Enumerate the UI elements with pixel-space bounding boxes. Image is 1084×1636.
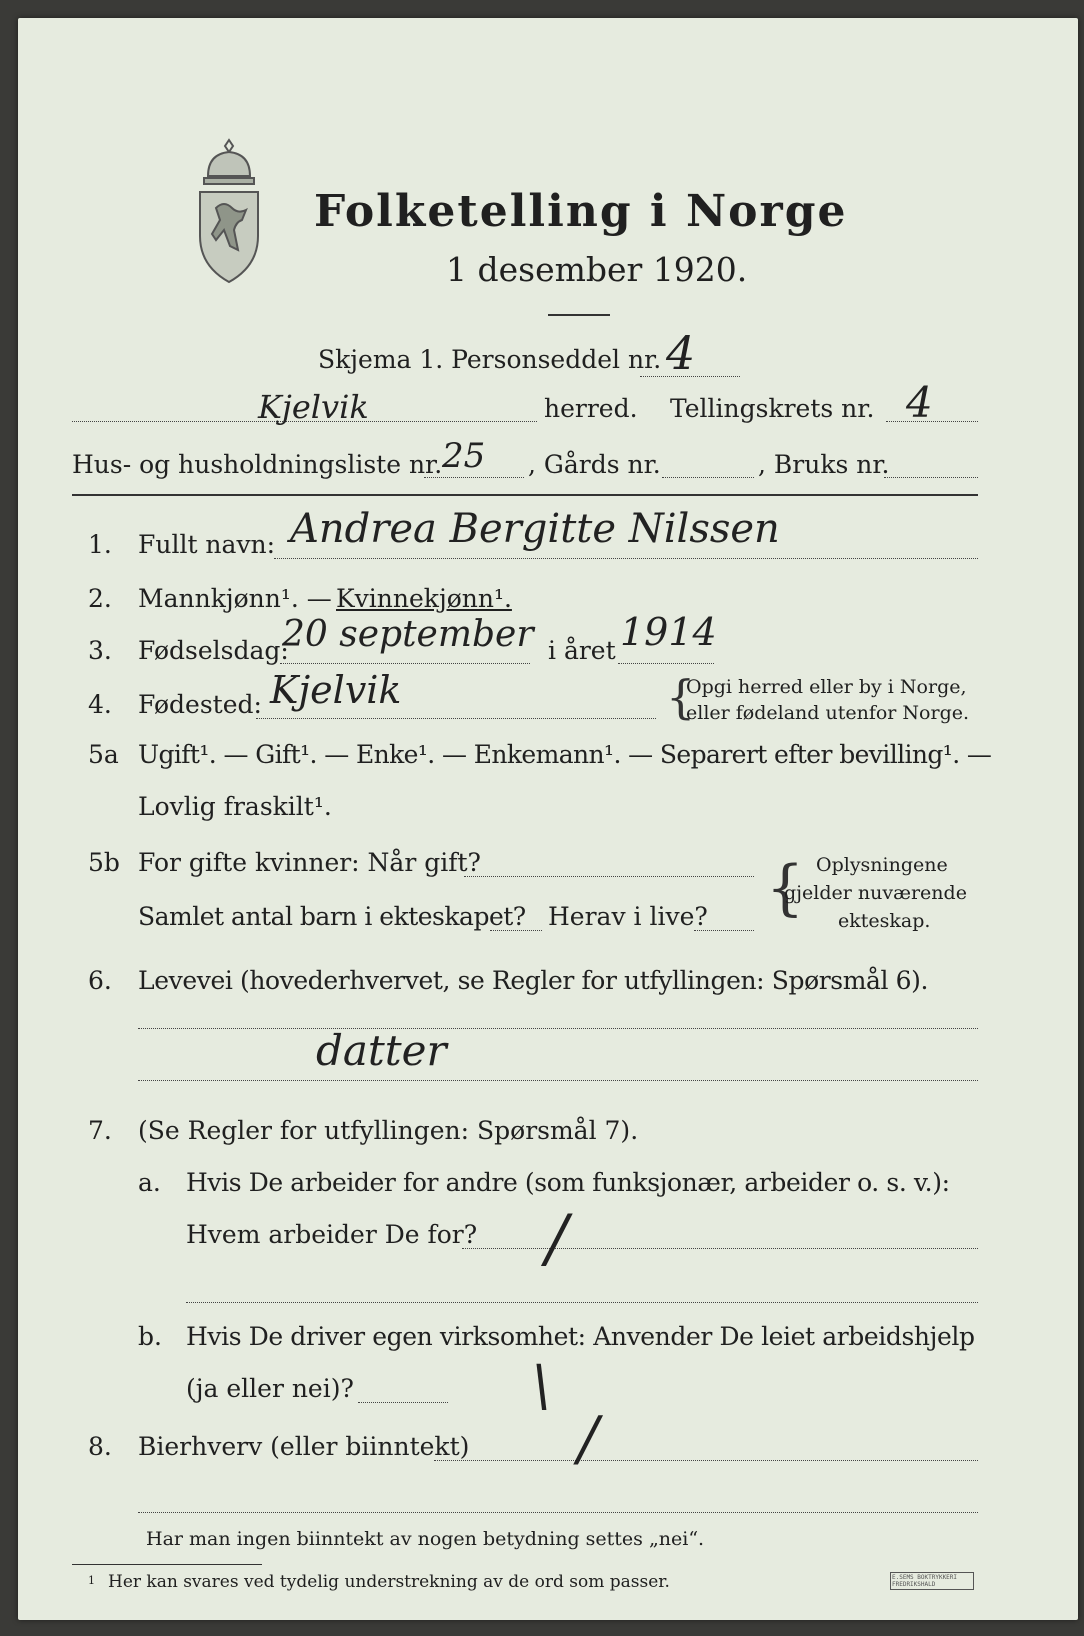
- form-title: Folketelling i Norge: [314, 186, 848, 237]
- q7b-value: \: [532, 1354, 551, 1419]
- q4-value: Kjelvik: [270, 668, 402, 712]
- q8-value: /: [578, 1404, 599, 1474]
- q5b-children-label: Samlet antal barn i ekteskapet?: [138, 902, 526, 931]
- husliste-label: Hus- og husholdningsliste nr.: [72, 450, 443, 479]
- q5b-children-line: [490, 930, 542, 931]
- norwegian-coat-of-arms-icon: [194, 136, 264, 286]
- q1-line: [274, 558, 978, 559]
- q5b-alive-line: [694, 930, 754, 931]
- q7-number: 7.: [88, 1116, 112, 1145]
- bruks-line: [884, 477, 978, 478]
- q8-number: 8.: [88, 1432, 112, 1461]
- q7a-line-2: [186, 1302, 978, 1303]
- q3-value: 20 september: [282, 614, 534, 655]
- q7b-label: Hvis De driver egen virksomhet: Anvender De leiet arbeidshjelp: [186, 1322, 975, 1351]
- q3-line: [280, 663, 530, 664]
- q6-line-2: [138, 1080, 978, 1081]
- q7a-value: /: [546, 1202, 568, 1276]
- q7a-label-2: Hvem arbeider De for?: [186, 1220, 478, 1249]
- q5b-note-1: Oplysningene: [816, 854, 948, 876]
- income-note: Har man ingen biinntekt av nogen betydning settes „nei“.: [146, 1528, 705, 1550]
- q4-number: 4.: [88, 690, 112, 719]
- q3-label: Fødselsdag:: [138, 636, 289, 665]
- q6-line-1: [138, 1028, 978, 1029]
- q4-note-1: Opgi herred eller by i Norge,: [686, 676, 967, 698]
- q2-male-label: Mannkjønn¹. —: [138, 584, 332, 613]
- q5b-married-line: [464, 876, 754, 877]
- census-form: [18, 18, 1078, 1620]
- gards-label: , Gårds nr.: [528, 450, 661, 479]
- footnote-text: Her kan svares ved tydelig understrekning av de ord som passer.: [108, 1572, 670, 1592]
- q4-brace: {: [666, 670, 696, 724]
- q5b-number: 5b: [88, 848, 120, 877]
- q5b-note-3: ekteskap.: [838, 910, 931, 932]
- q4-note-2: eller fødeland utenfor Norge.: [686, 702, 970, 724]
- q3-year-label: i året: [548, 636, 616, 665]
- q1-number: 1.: [88, 530, 112, 559]
- printer-stamp: E.SEMS BOKTRYKKERI FREDRIKSHALD: [890, 1572, 974, 1590]
- tellingskrets-value: 4: [906, 378, 933, 427]
- q5b-note-2: gjelder nuværende: [784, 882, 967, 904]
- q5a-options-2: Lovlig fraskilt¹.: [138, 792, 332, 821]
- q7a-number: a.: [138, 1168, 161, 1197]
- q6-label: Levevei (hovederhvervet, se Regler for utfyllingen: Spørsmål 6).: [138, 966, 929, 995]
- q7b-number: b.: [138, 1322, 162, 1351]
- q7b-line: [358, 1402, 448, 1403]
- footnote-divider: [72, 1564, 262, 1565]
- q7a-line-1: [462, 1248, 978, 1249]
- herred-label: herred.: [544, 394, 638, 423]
- census-date: 1 desember 1920.: [446, 250, 748, 289]
- husliste-line: [424, 477, 524, 478]
- q7-label: (Se Regler for utfyllingen: Spørsmål 7).: [138, 1116, 639, 1145]
- q7b-label-2: (ja eller nei)?: [186, 1374, 354, 1403]
- q6-number: 6.: [88, 966, 112, 995]
- husliste-value: 25: [442, 436, 486, 476]
- schema-nr-value: 4: [666, 326, 696, 380]
- q5b-married-label: For gifte kvinner: Når gift?: [138, 848, 481, 877]
- q1-value: Andrea Bergitte Nilssen: [290, 506, 780, 552]
- q3-year-line: [618, 663, 714, 664]
- q5b-alive-label: Herav i live?: [548, 902, 708, 931]
- q2-number: 2.: [88, 584, 112, 613]
- q8-label: Bierhverv (eller biinntekt): [138, 1432, 470, 1461]
- q3-year-value: 1914: [620, 610, 717, 654]
- q4-label: Fødested:: [138, 690, 262, 719]
- schema-label: Skjema 1. Personseddel nr.: [318, 345, 662, 374]
- q7a-label: Hvis De arbeider for andre (som funksjonær, arbeider o. s. v.):: [186, 1168, 950, 1197]
- q3-number: 3.: [88, 636, 112, 665]
- tellingskrets-label: Tellingskrets nr.: [670, 394, 875, 423]
- q5a-options: Ugift¹. — Gift¹. — Enke¹. — Enkemann¹. — Separert efter bevilling¹. —: [138, 740, 992, 769]
- q1-label: Fullt navn:: [138, 530, 276, 559]
- q2-female-label: Kvinnekjønn¹.: [336, 584, 512, 613]
- section-divider: [72, 494, 978, 496]
- q6-value: datter: [316, 1026, 447, 1075]
- q8-line-2: [138, 1512, 978, 1513]
- herred-value: Kjelvik: [258, 388, 369, 426]
- q5a-number: 5a: [88, 740, 119, 769]
- footnote-number: 1: [88, 1574, 95, 1587]
- q5b-brace: {: [766, 853, 805, 923]
- bruks-label: , Bruks nr.: [758, 450, 890, 479]
- q8-line-1: [434, 1460, 978, 1461]
- title-divider: [548, 314, 610, 316]
- q4-line: [256, 718, 656, 719]
- gards-line: [662, 477, 754, 478]
